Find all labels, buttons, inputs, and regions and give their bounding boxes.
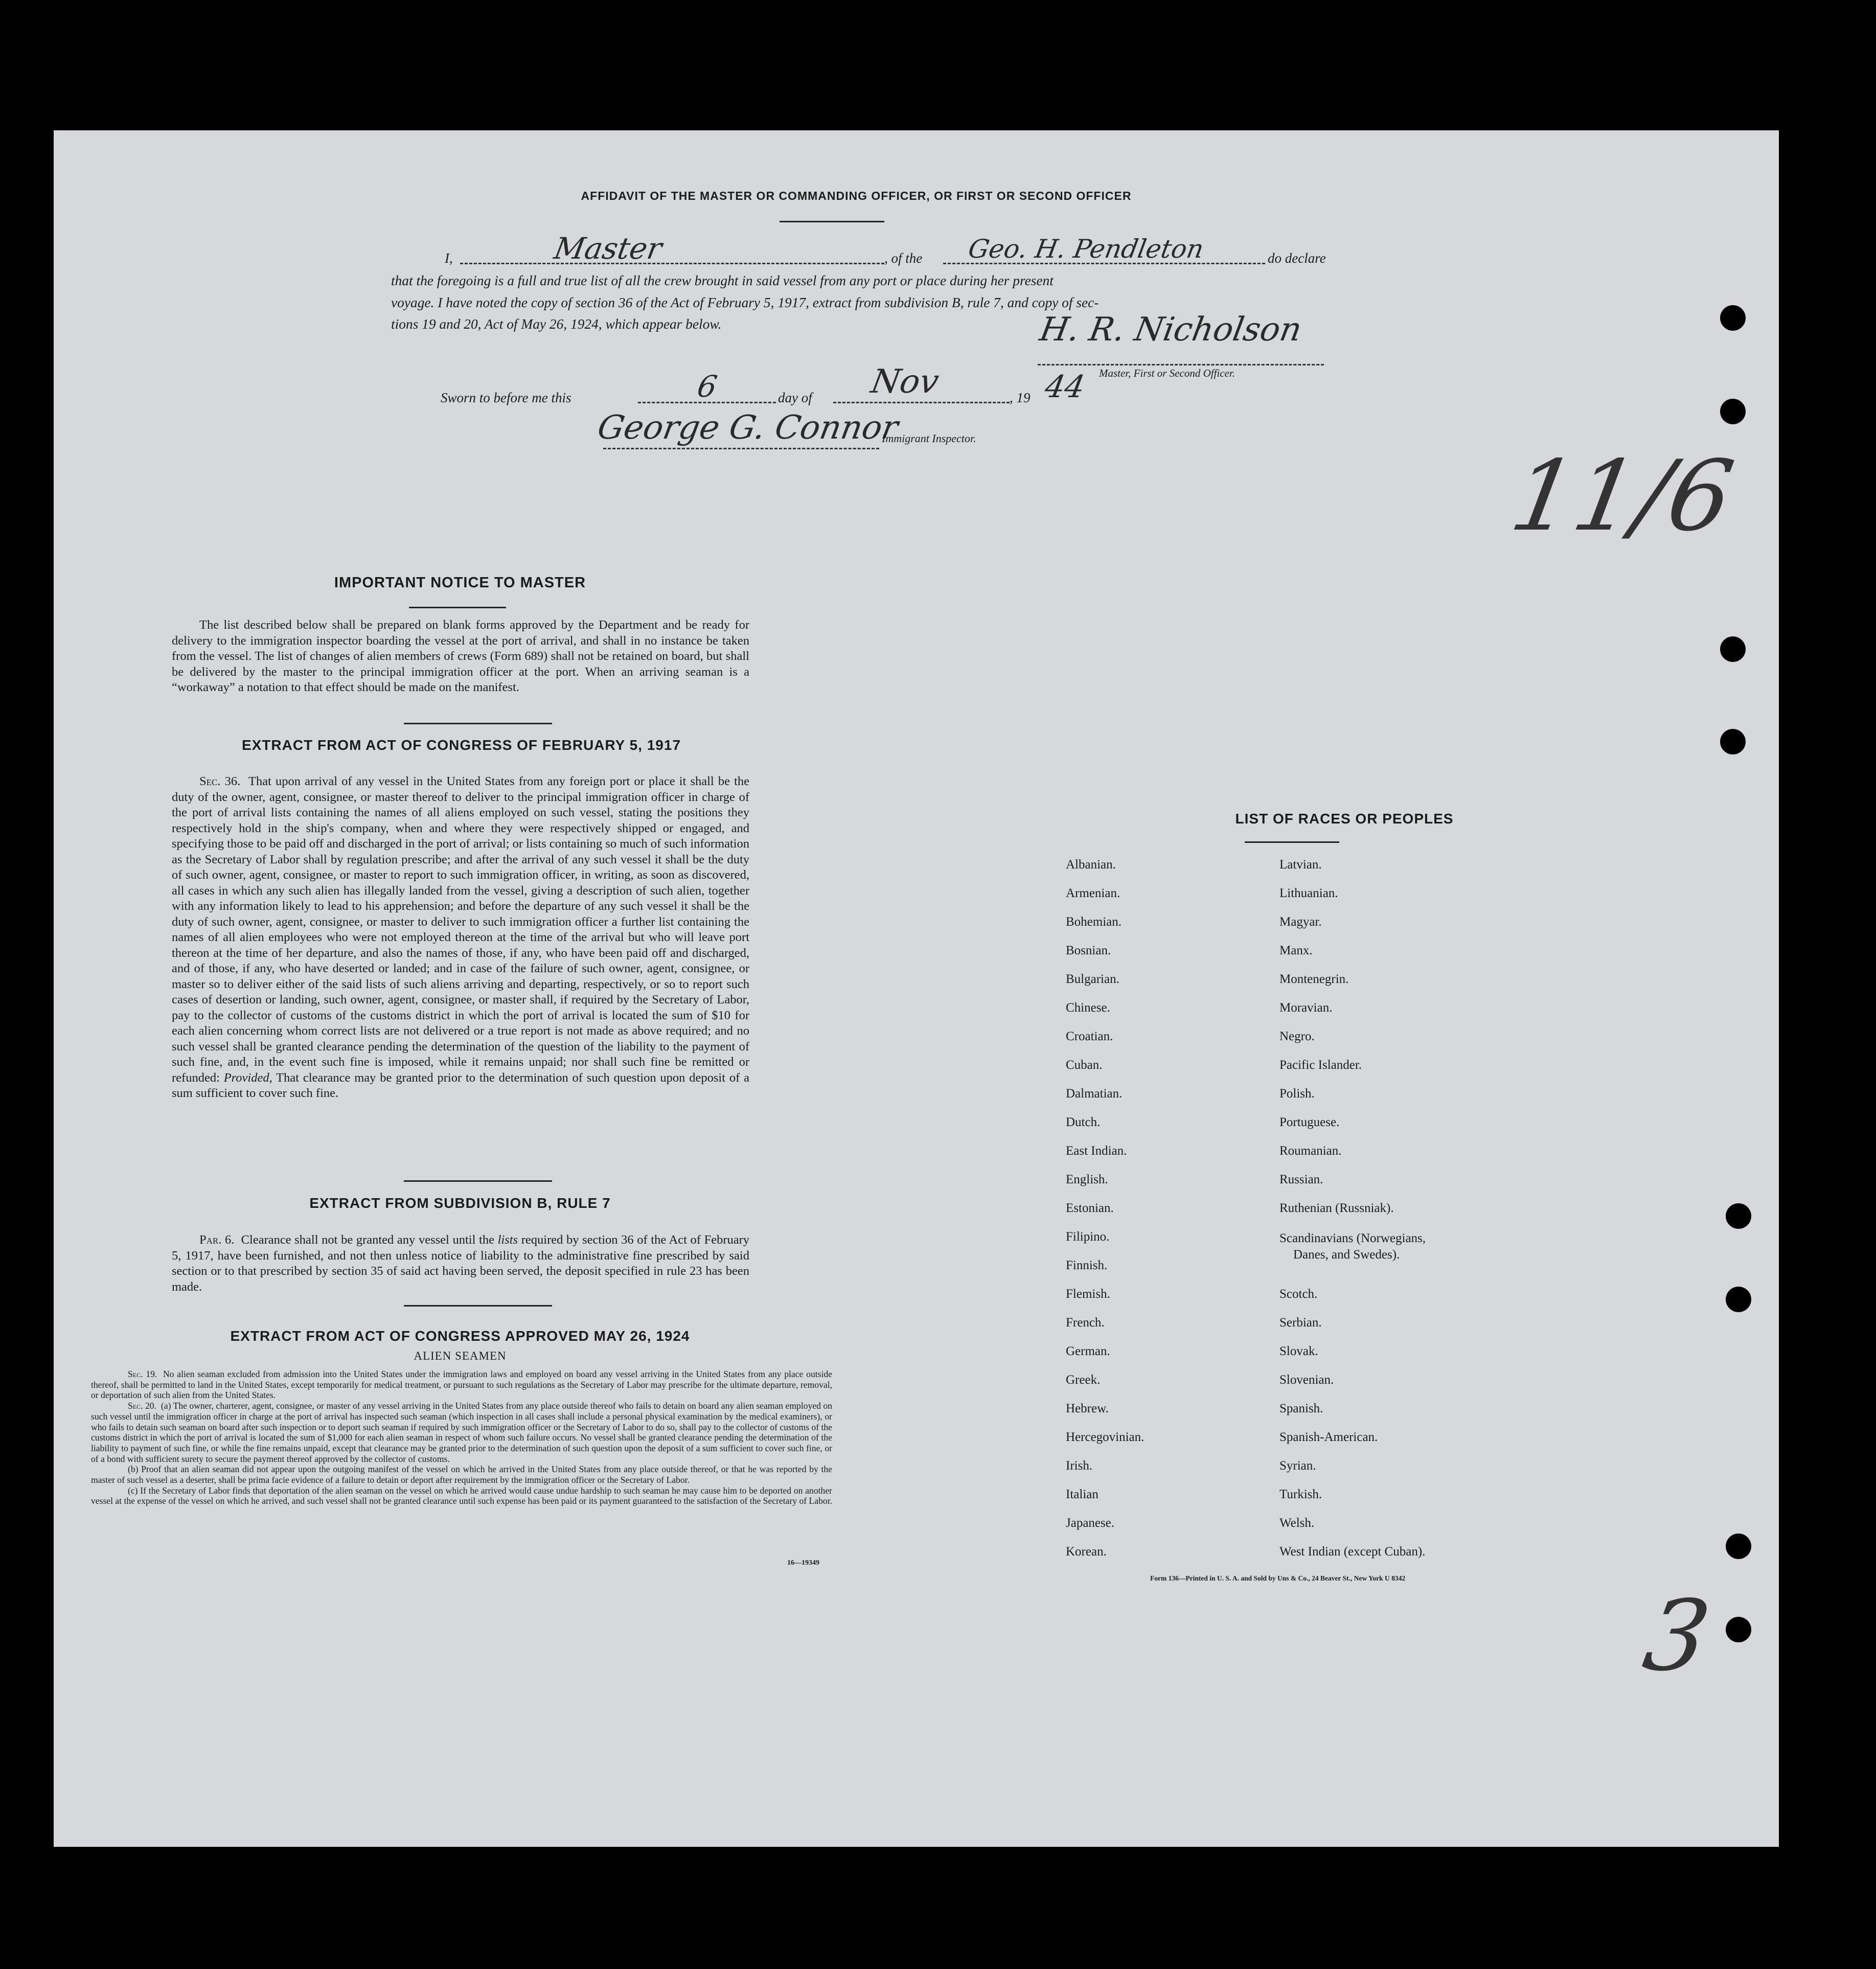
races-divider: [1245, 841, 1339, 843]
race-item: Magyar.: [1279, 915, 1322, 929]
punch-hole: [1726, 1203, 1751, 1229]
sec36-text: That upon arrival of any vessel in the United States from any foreign port or place it shall be the duty of the owner, agent, consignee, or master thereof to deliver to the principal immigration officer in charge of the port of arrival lists containing the names of all aliens employed on such vessel, stating the positions they respectively hold in the ship's company, when and where they were respectively shipped or engaged, and specifying those to be paid off and discharged in the port of arrival; or lists containing so much of such information as the Secretary of Labor shall by regulation prescribe; and after the arrival of any such vessel it shall be the duty of such owner, agent, consignee, or master to report to such immigration officer, in writing, as soon as discovered, all cases in which any such alien has illegally landed from the vessel, giving a description of such alien, together with any information likely to lead to his apprehension; and before the departure of any such vessel it shall be the duty of such owner, agent, consignee, or master to deliver to such immigration officer a further list containing the names of all alien employees who were not employed thereon at the time of the arrival but who will leave port thereon at the time of her departure, and also the names of those, if any, who have been paid off and discharged, and of those, if any, who have deserted or landed; and in case of the failure of such owner, agent, consignee, or master so to deliver either of the said lists of such aliens arriving and departing, respectively, or so to report such cases of desertion or landing, such owner, agent, consignee, or master shall, if required by the Secretary of Labor, pay to the collector of customs of the customs district in which the port of arrival is located the sum of $10 for each alien concerning whom correct lists are not delivered or a true report is not made as above required; and no such vessel shall be granted clearance pending the determination of the question of the liability to the payment of such fine, and, in the event such fine is imposed, while it remains unpaid; nor shall such fine be remitted or refunded:: [172, 774, 749, 1085]
page-number-note: 3: [1636, 1579, 1718, 1692]
extract-1924-title: EXTRACT FROM ACT OF CONGRESS APPROVED MAY 26, 1924: [230, 1328, 690, 1344]
subdivision-b-title: EXTRACT FROM SUBDIVISION B, RULE 7: [309, 1195, 611, 1211]
section-divider: [404, 1180, 552, 1182]
race-item: Greek.: [1066, 1373, 1101, 1387]
race-item: Lithuanian.: [1279, 886, 1338, 900]
race-item: Japanese.: [1066, 1516, 1115, 1530]
sec20b-text: (b) Proof that an alien seaman did not appear upon the outgoing manifest of the vessel on which he arrived in the United States from any place outside thereof, or that he was reported by the master of such vessel as a deserter, shall be prima facie evidence of a failure to detain or deport after requirement by the immigration officer or the Secretary of Labor.: [91, 1464, 832, 1485]
par6-label: Par. 6.: [199, 1233, 235, 1247]
extract-1924-text: [91, 1369, 832, 1506]
race-item: Dutch.: [1066, 1115, 1101, 1129]
section-divider: [404, 723, 552, 724]
race-item: Manx.: [1279, 944, 1313, 957]
affidavit-line-3: tions 19 and 20, Act of May 26, 1924, which appear below.: [391, 316, 722, 332]
race-item: Hebrew.: [1066, 1402, 1109, 1415]
punch-hole: [1720, 636, 1746, 662]
notice-divider: [409, 607, 506, 608]
race-item: Dalmatian.: [1066, 1087, 1123, 1101]
race-item: Pacific Islander.: [1279, 1058, 1362, 1072]
race-item: German.: [1066, 1344, 1110, 1358]
sec20c-text: (c) If the Secretary of Labor finds that deportation of the alien seaman on the vessel on which he arrived would cause undue hardship to such seaman he may cause him to be deported on another vessel at the expense of the vessel on which he arrived, and such vessel shall not be granted clearance until such expense has been paid or its payment guaranteed to the satisfaction of the Secretary of Labor.: [91, 1485, 832, 1506]
race-item: Chinese.: [1066, 1001, 1110, 1015]
sec20a-text: (a) The owner, charterer, agent, consignee, or master of any vessel arriving in the United States from any place outside thereof who fails to detain on board any alien seaman employed on such vessel until the immigration officer in charge at the port of arrival has inspected such seaman (which inspection in all cases shall include a personal physical examination by the medical examiners), or who fails to detain such seaman on board after such inspection or to deport such seaman if required by such immigration officer or the Secretary of Labor to do so, shall pay to the collector of customs of the customs district in which the port of arrival is located the sum of $1,000 for each alien seaman in respect of whom such failure occurs. No vessel shall be granted clearance pending the determination of the liability to payment of such fine, or while the fine remains unpaid, except that clearance may be granted prior to the determination of such question upon the deposit of a sum sufficient to cover such fine, or of a bond with sufficient surety to secure the payment thereof approved by the collector of customs.: [91, 1401, 832, 1464]
race-item: English.: [1066, 1173, 1108, 1186]
race-item: Danes, and Swedes).: [1293, 1248, 1400, 1262]
extract-1917-text: [172, 774, 749, 1102]
affidavit-title: AFFIDAVIT OF THE MASTER OR COMMANDING OFFICER, OR FIRST OR SECOND OFFICER: [581, 189, 1132, 202]
inspector-role: Immigrant Inspector.: [882, 432, 976, 445]
sec19-text: No alien seaman excluded from admission into the United States under the immigration laws and employed on board any vessel arriving in the United States from any place outside thereof, shall be permitted to land in the United States, except temporarily for medical treatment, or pursuant to such regulations as the Secretary of Labor may prescribe for the ultimate departure, removal, or deportation of such alien from the United States.: [91, 1369, 832, 1401]
race-item: Finnish.: [1066, 1258, 1108, 1272]
inspector-signature: George G. Connor: [594, 409, 901, 447]
vessel-name-handwritten: Geo. H. Pendleton: [966, 234, 1206, 264]
sworn-month-handwritten: Nov: [868, 363, 942, 401]
race-item: West Indian (except Cuban).: [1279, 1545, 1426, 1559]
margin-fraction-note: 11/6: [1503, 440, 1742, 553]
affidavit-do-declare: do declare: [1268, 250, 1326, 266]
alien-seamen-subtitle: ALIEN SEAMEN: [414, 1349, 507, 1362]
race-item: Armenian.: [1066, 886, 1120, 900]
race-item: Albanian.: [1066, 858, 1116, 872]
affidavit-of-the: , of the: [884, 250, 923, 266]
race-item: Irish.: [1066, 1459, 1093, 1473]
race-item: Cuban.: [1066, 1058, 1103, 1072]
sec36-text-end: That clearance may be granted prior to the determination of such question upon deposit of a sum sufficient to cover such fine.: [172, 1070, 749, 1100]
race-item: Croatian.: [1066, 1029, 1113, 1043]
name-blank: [460, 263, 884, 264]
race-item: Portuguese.: [1279, 1115, 1340, 1129]
race-item: Montenegrin.: [1279, 972, 1349, 986]
affidavit-line-1: that the foregoing is a full and true list of all the crew brought in said vessel from any port or place during her present: [391, 273, 1054, 288]
races-title: LIST OF RACES OR PEOPLES: [1235, 811, 1454, 827]
sec19-label: Sec. 19.: [128, 1369, 157, 1379]
race-item: Roumanian.: [1279, 1144, 1342, 1158]
race-item: Korean.: [1066, 1545, 1107, 1559]
sworn-day-handwritten: 6: [695, 369, 720, 404]
race-item: French.: [1066, 1316, 1105, 1330]
affidavit-line-2: voyage. I have noted the copy of section 36 of the Act of February 5, 1917, extract from subdivision B, rule 7, and copy of sec-: [391, 295, 1099, 310]
master-signature: H. R. Nicholson: [1037, 311, 1305, 349]
race-item: Bulgarian.: [1066, 972, 1119, 986]
race-item: Slovak.: [1279, 1344, 1318, 1358]
master-name-handwritten: Master: [552, 231, 665, 266]
punch-hole: [1720, 399, 1746, 424]
race-item: Moravian.: [1279, 1001, 1333, 1015]
notice-paragraph: The list described below shall be prepared on blank forms approved by the Department and be ready for delivery to the immigration inspector boarding the vessel at the port of arrival, and shall in no instance be taken from the vessel. The list of changes of alien members of crews (Form 689) shall not be retained on board, but shall be delivered by the master to the principal immigration officer at the port. When an arriving seaman is a “workaway” a notation to that effect should be made on the manifest.: [172, 618, 749, 694]
lists-word: lists: [497, 1233, 518, 1247]
sec20-label: Sec. 20.: [128, 1401, 156, 1411]
race-item: East Indian.: [1066, 1144, 1127, 1158]
race-item: Hercegovinian.: [1066, 1430, 1145, 1444]
year-prefix: , 19: [1010, 390, 1031, 405]
race-item: Spanish.: [1279, 1402, 1323, 1415]
signer-role: Master, First or Second Officer.: [1099, 367, 1235, 379]
race-item: Ruthenian (Russniak).: [1279, 1201, 1394, 1215]
printer-footer: Form 136—Printed in U. S. A. and Sold by Uns & Co., 24 Beaver St., New York U 8342: [1150, 1574, 1406, 1582]
punch-hole: [1726, 1617, 1751, 1642]
inspector-line: [603, 448, 879, 449]
race-item: Flemish.: [1066, 1287, 1110, 1301]
punch-hole: [1726, 1533, 1751, 1559]
form-code: 16—19349: [787, 1559, 819, 1567]
par6-text: Clearance shall not be granted any vessel until the: [241, 1233, 494, 1247]
race-item: Italian: [1066, 1487, 1099, 1501]
notice-title: IMPORTANT NOTICE TO MASTER: [334, 575, 586, 591]
affidavit-i: I,: [445, 250, 453, 266]
race-item: Russian.: [1279, 1173, 1323, 1186]
race-item: Turkish.: [1279, 1487, 1322, 1501]
race-item: Latvian.: [1279, 858, 1322, 872]
race-item: Estonian.: [1066, 1201, 1114, 1215]
signature-line: [1038, 364, 1324, 365]
race-item: Syrian.: [1279, 1459, 1316, 1473]
race-item: Scandinavians (Norwegians,: [1279, 1231, 1426, 1245]
day-of-text: day of: [778, 390, 812, 405]
race-item: Spanish-American.: [1279, 1430, 1378, 1444]
extract-1917-title: EXTRACT FROM ACT OF CONGRESS OF FEBRUARY 5, 1917: [241, 737, 681, 753]
race-item: Serbian.: [1279, 1316, 1322, 1330]
section-divider: [404, 1305, 552, 1307]
sworn-year-handwritten: 44: [1042, 369, 1088, 405]
subdivision-b-text: [172, 1232, 749, 1295]
punch-hole: [1720, 729, 1746, 754]
punch-hole: [1726, 1287, 1751, 1312]
race-item: Bohemian.: [1066, 915, 1122, 929]
month-blank: [833, 402, 1010, 403]
race-item: Negro.: [1279, 1029, 1315, 1043]
sworn-text: Sworn to before me this: [441, 390, 571, 405]
par6-text-end: required by section 36 of the Act of February 5, 1917, have been furnished, and not then unless notice of liability to the administrative fine prescribed by said section or to that prescribed by section 35 of said act having been served, the deposit specified in rule 23 has been made.: [172, 1233, 750, 1294]
notice-text: [172, 617, 749, 696]
race-item: Filipino.: [1066, 1230, 1110, 1244]
race-item: Bosnian.: [1066, 944, 1111, 957]
race-item: Welsh.: [1279, 1516, 1315, 1530]
title-divider: [780, 221, 884, 222]
provided-word: Provided,: [223, 1070, 272, 1085]
punch-hole: [1720, 305, 1746, 331]
race-item: Scotch.: [1279, 1287, 1318, 1301]
sec36-label: Sec. 36.: [199, 774, 241, 788]
race-item: Slovenian.: [1279, 1373, 1334, 1387]
race-item: Polish.: [1279, 1087, 1315, 1101]
